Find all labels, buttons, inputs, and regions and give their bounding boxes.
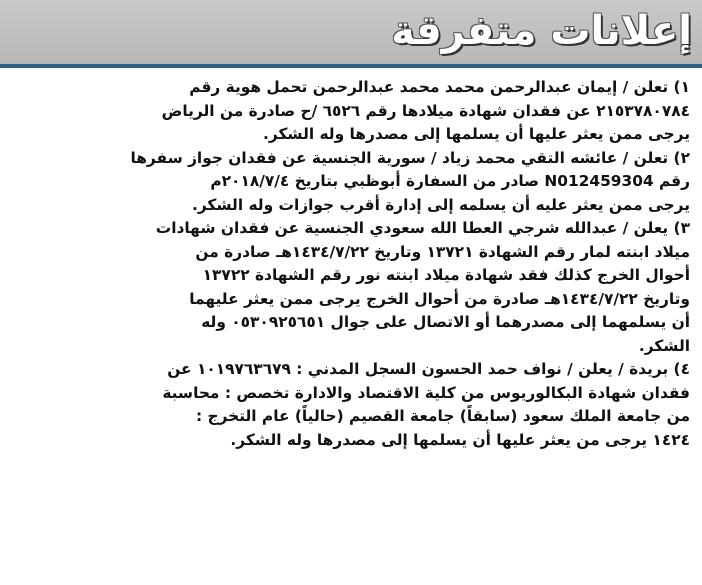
ad-line: ميلاد ابنته لمار رقم الشهادة ١٣٧٢١ وتاريخ ١٤٣٤/٧/٢٢هـ صادرة من [195, 242, 690, 261]
ad-item [14, 358, 690, 452]
ad-line: ٢) تعلن / عائشه التقي محمد زياد / سورية الجنسية عن فقدان جواز سفرها [130, 148, 690, 167]
ad-line: رقم N012459304 صادر من السفارة أبوظبي بتاريخ ٢٠١٨/٧/٤م [210, 172, 690, 190]
ad-line: من جامعة الملك سعود (سابقاً) جامعة القصيم (حالياً) عام التخرج : [195, 407, 690, 425]
ad-line: الشكر. [638, 336, 690, 355]
ad-line: أحوال الخرج كذلك فقد شهادة ميلاد ابنته نور رقم الشهادة ١٣٧٢٢ [202, 266, 690, 284]
classified-ads-list [0, 68, 702, 452]
ad-line: ١) تعلن / إيمان عبدالرحمن محمد محمد عبدالرحمن تحمل هوية رقم [189, 78, 690, 96]
ad-line: يرجى ممن يعثر عليها أن يسلمها إلى مصدرها وله الشكر. [263, 125, 690, 143]
ad-line: يرجى ممن يعثر عليه أن يسلمه إلى إدارة أقرب جوازات وله الشكر. [192, 195, 690, 214]
ad-line: ٢١٥٣٧٨٠٧٨٤ عن فقدان شهادة ميلادها رقم ٦٥٢٦ /ح صادرة من الرياض [161, 101, 690, 120]
section-title: إعلانات متفرقة [391, 8, 692, 54]
ad-line: فقدان شهادة البكالوريوس من كلية الاقتصاد والادارة تخصص : محاسبة [162, 383, 690, 402]
ad-line: ٣) يعلن / عبدالله شرجي العطا الله سعودي الجنسية عن فقدان شهادات [155, 219, 690, 237]
section-header [0, 0, 702, 68]
ad-line: وتاريخ ١٤٣٤/٧/٢٢هـ صادرة من أحوال الخرج يرجى ممن يعثر عليهما [189, 289, 690, 308]
ad-line: ١٤٢٤ يرجى من يعثر عليها أن يسلمها إلى مصدرها وله الشكر. [230, 430, 690, 449]
ad-item [14, 147, 690, 218]
ad-item [14, 76, 690, 147]
ad-line: ٤) بريدة / يعلن / نواف حمد الحسون السجل المدني : ١٠١٩٧٦٣٦٧٩ عن [167, 360, 690, 378]
ad-line: أن يسلمهما إلى مصدرهما أو الاتصال على جوال ٠٥٣٠٩٢٥٦٥١ وله [201, 313, 690, 331]
ad-item [14, 217, 690, 358]
